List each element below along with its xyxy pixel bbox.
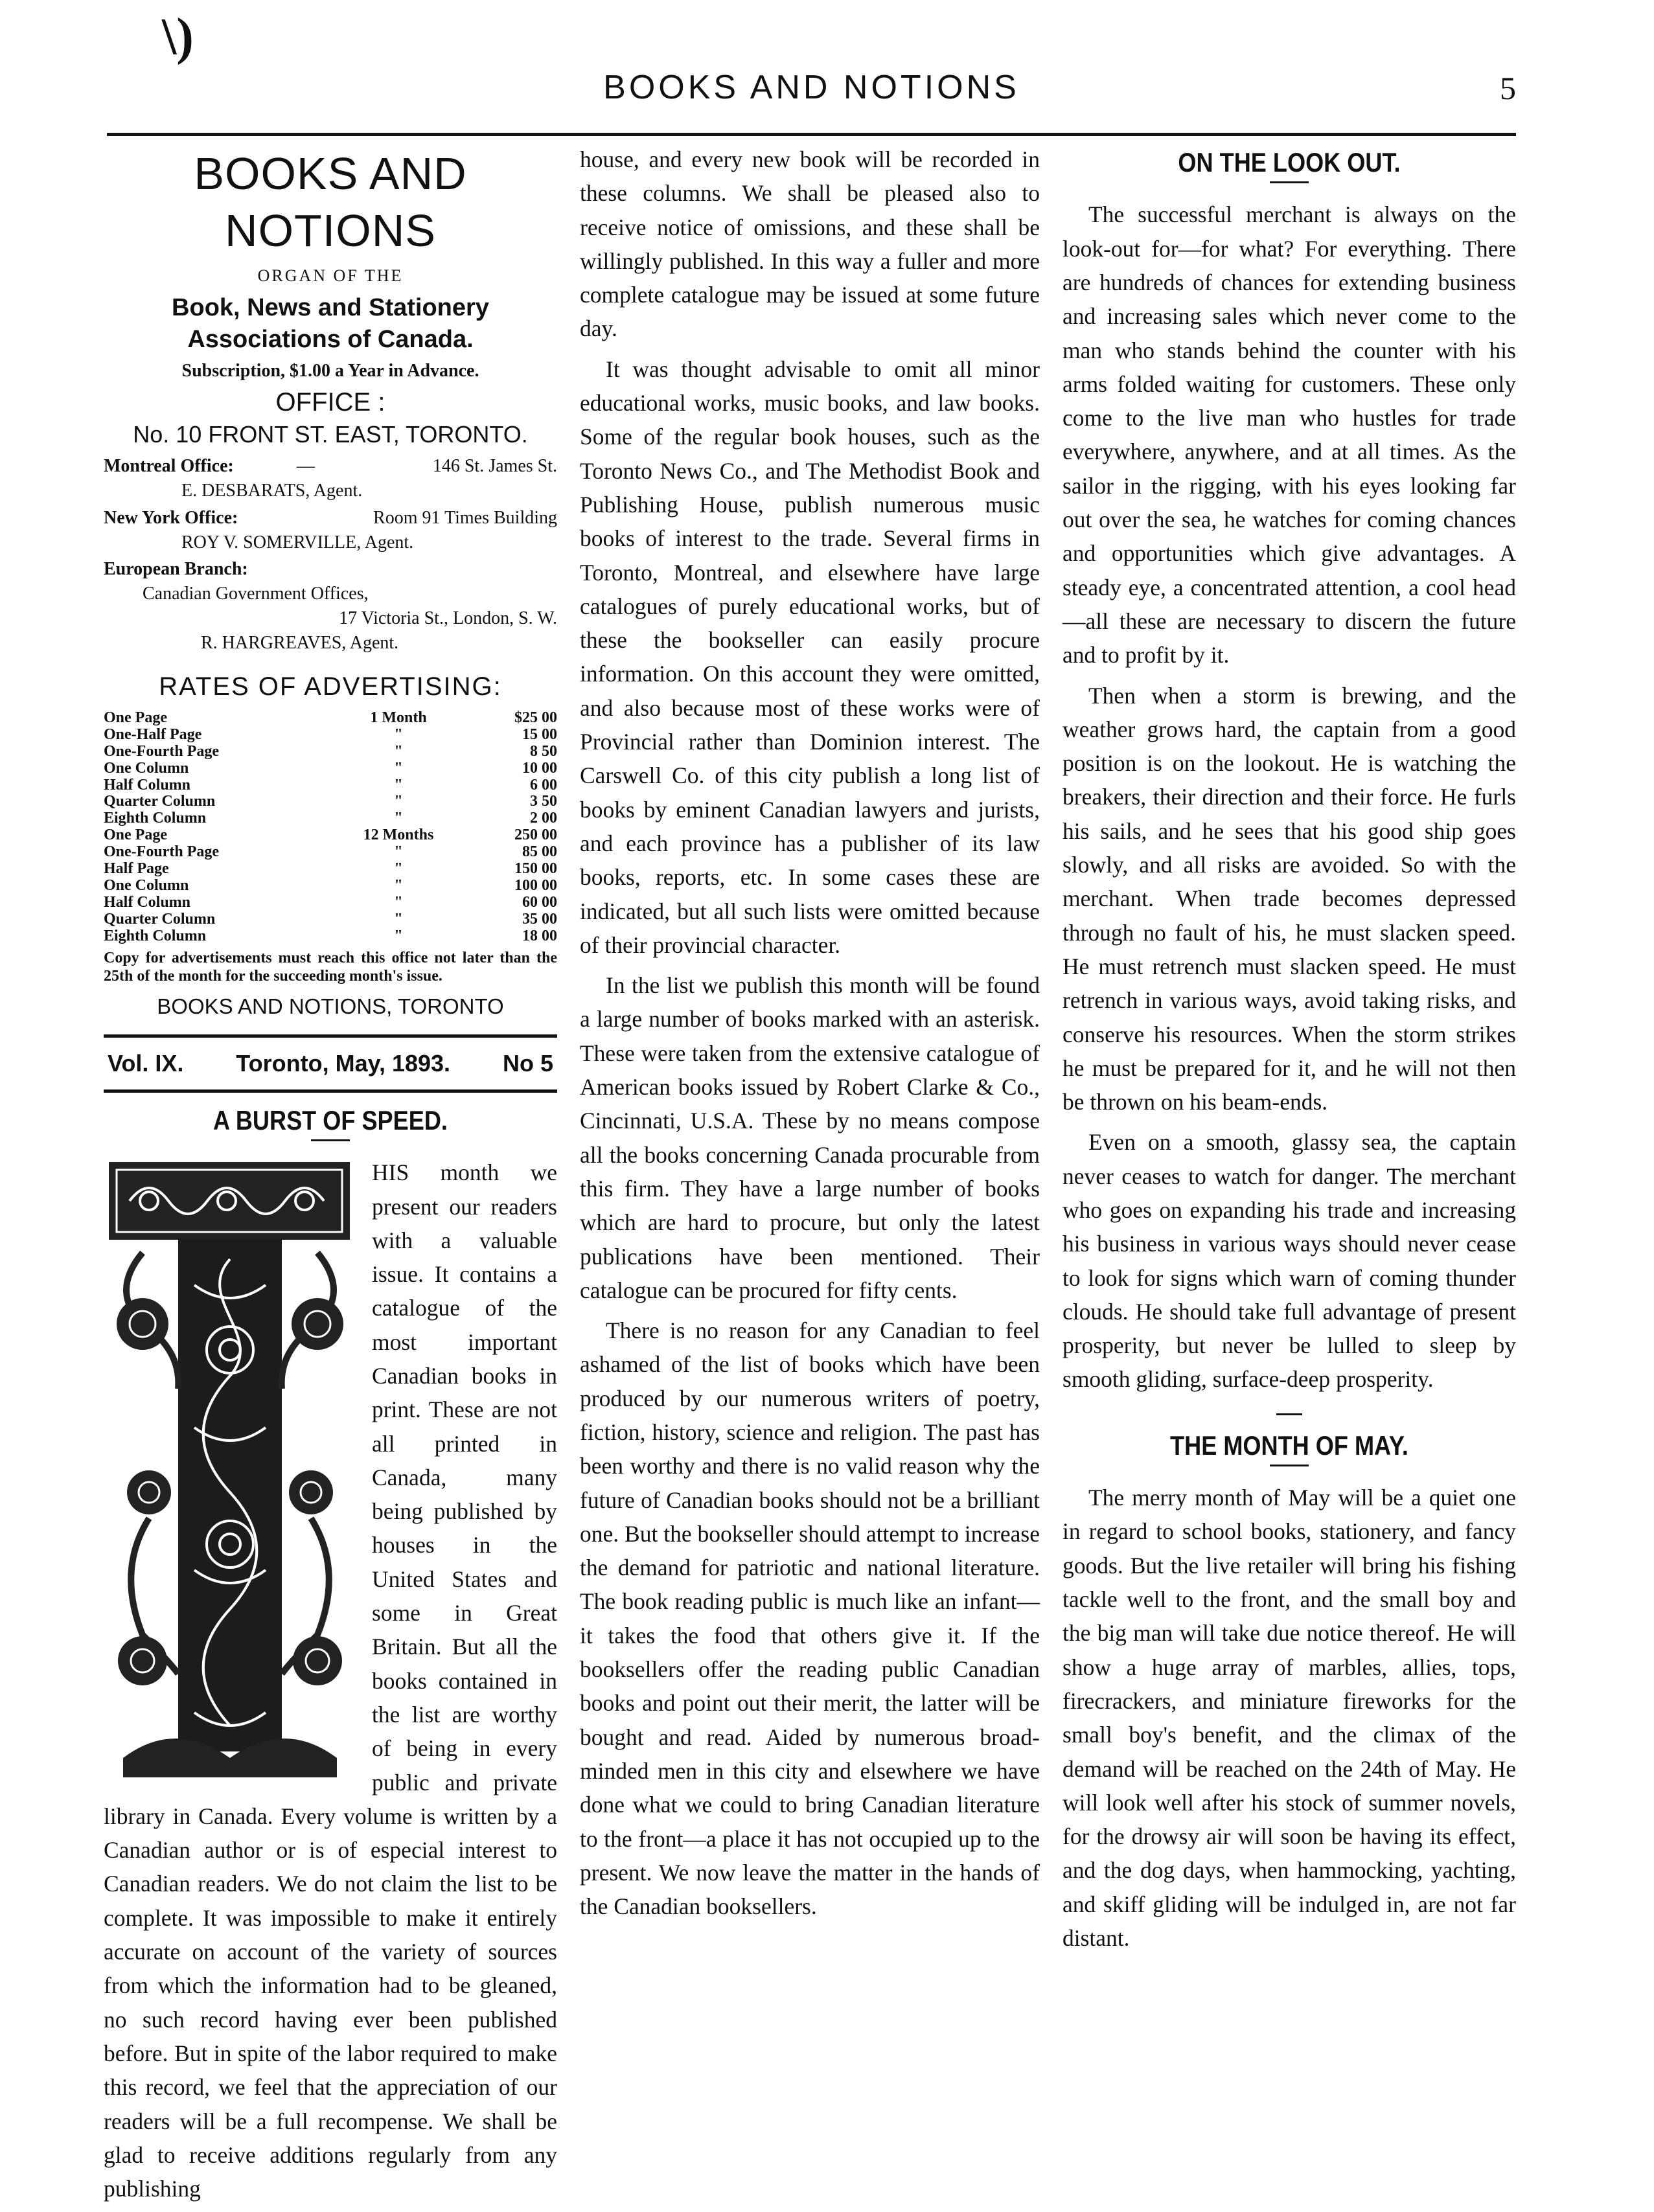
copy-note: Copy for advertisements must reach this office not later than the 25th of the month for the succeeding month's issue. (104, 949, 557, 985)
rate-row (104, 827, 557, 844)
rate-label: Quarter Column (104, 793, 216, 810)
office-label: OFFICE : (275, 388, 385, 417)
masthead (104, 146, 557, 449)
rate-amount: 60 00 (522, 893, 557, 911)
rate-period: " (394, 893, 403, 911)
rate-amount: 35 00 (522, 910, 557, 928)
rate-label: One-Half Page (104, 725, 202, 743)
rate-period: " (394, 910, 403, 928)
rate-amount: 6 00 (530, 776, 557, 793)
rate-label: Half Column (104, 893, 191, 911)
rate-period: " (394, 927, 403, 944)
column-right (1062, 143, 1516, 1961)
european-label: European Branch: (104, 559, 248, 580)
burst-paragraph-3: In the list we publish this month will be found a large number of books marked with an asterisk. These were taken from the extensive catalogue of American books issued by Robert Clarke & Co., Cincinnati, U.S.A. These by no means compose all the books concerning Canada procurable from this firm. They have a large number of books which are hard to procure, but only the latest publications have been mentioned. Their catalogue can be procured for fifty cents. (580, 972, 1040, 1303)
rate-amount: 10 00 (522, 759, 557, 777)
rate-label: Half Page (104, 860, 169, 878)
column-left (104, 143, 557, 2212)
rate-label: Half Column (104, 776, 191, 793)
european-address: 17 Victoria St., London, S. W. (339, 608, 557, 629)
publisher-line: BOOKS AND NOTIONS, TORONTO (157, 994, 504, 1019)
heading-rule (1270, 1465, 1309, 1466)
european-offices: Canadian Government Offices, (143, 584, 369, 604)
rate-amount: $25 00 (514, 709, 557, 726)
rate-amount: 8 50 (530, 742, 557, 760)
montreal-agent: E. DESBARATS, Agent. (181, 481, 363, 501)
rate-label: One-Fourth Page (104, 843, 219, 861)
newyork-label: New York Office: (104, 507, 238, 528)
office-address: No. 10 FRONT ST. EAST, TORONTO. (133, 421, 528, 448)
rate-amount: 18 00 (522, 927, 557, 944)
rate-period: " (394, 776, 403, 793)
rate-row (104, 760, 557, 777)
rate-amount: 85 00 (522, 843, 557, 861)
page-number: 5 (1500, 70, 1516, 106)
rate-period: 1 Month (370, 709, 427, 726)
rate-row (104, 793, 557, 810)
lookout-paragraph-3: Even on a smooth, glassy sea, the captain never ceases to watch for danger. The merchant who goes on expanding his trade and increasing his business in various ways should never cease to look for signs which warn of coming thunder clouds. He should take full advantage of present prosperity, but never be lulled to sleep by smooth gliding, surface-deep prosperity. (1062, 1129, 1516, 1393)
rates-title: RATES OF ADVERTISING: (159, 672, 502, 701)
masthead-organ: ORGAN OF THE (257, 266, 404, 285)
may-paragraph-1: The merry month of May will be a quiet one in regard to school books, stationery, and fancy goods. But the live retailer will bring his fishing tackle well to the front, and the small boy and the big man will take due notice thereof. He will show a huge array of marbles, allies, tops, firecrackers, and miniature fireworks for the small boy's benefit, and the climax of the demand will be reached on the 24th of May. He will look well after his stock of summer novels, for the drowsy air will soon be having its effect, and the dog days, when hammocking, yachting, and skiff gliding will be indulged in, are not far distant. (1062, 1485, 1516, 1952)
rate-amount: 250 00 (514, 827, 557, 844)
running-head (107, 62, 1516, 136)
montreal-dash: — (296, 456, 315, 477)
rate-row (104, 878, 557, 895)
ornamental-initial-t (104, 1156, 356, 1784)
heading-month-of-may: THE MONTH OF MAY. (1170, 1430, 1408, 1461)
rate-amount: 3 50 (530, 793, 557, 810)
rates-table (104, 710, 557, 945)
issue-date: Toronto, May, 1893. (236, 1049, 451, 1077)
burst-paragraph-2: It was thought advisable to omit all minor educational works, music books, and law books. Some of the regular book houses, such as the Toronto News Co., and The Methodist Book and Publishing House, publish numerous music books of interest to the trade. Several firms in Toronto, Montreal, and elsewhere have large catalogues of purely educational works, but of these the bookseller can easily procure information. On this account they were omitted, and also because most of these works were of Provincial rather than Dominion interest. The Carswell Co. of this city publish a long list of books by eminent Canadian lawyers and jurists, and each province has a publisher of its law books, reports, etc. In some cases these are indicated, but all such lists were omitted because of their provincial character. (580, 356, 1040, 958)
section-divider (1276, 1413, 1302, 1415)
newyork-agent: ROY V. SOMERVILLE, Agent. (181, 532, 414, 553)
rate-amount: 100 00 (514, 877, 557, 895)
rate-period: " (394, 742, 403, 760)
lookout-paragraph-2: Then when a storm is brewing, and the weather grows hard, the captain from a good position is on the lookout. He is watching the breakers, their direction and their force. He furls his sails, and he sees that his good ship goes slowly, and all risks are avoided. So with the merchant. When trade becomes depressed through no fault of his, he must slacken speed. He must retrench must slacken speed. He must retrench in various ways, avoid taking risks, and conserve his resources. When the storm strikes he must be prepared for it, and he will not then be thrown on his beam-ends. (1062, 682, 1516, 1115)
montreal-branch (104, 454, 557, 503)
rate-row (104, 727, 557, 744)
rate-period: " (394, 793, 403, 810)
rate-period: " (394, 860, 403, 878)
rate-label: One Column (104, 877, 189, 895)
rate-row (104, 777, 557, 794)
rate-label: Eighth Column (104, 927, 207, 944)
issue-number: No 5 (502, 1049, 553, 1077)
running-head-title: BOOKS AND NOTIONS (603, 69, 1020, 106)
rate-label: One Column (104, 759, 189, 777)
heading-rule (1270, 181, 1309, 183)
rate-label: One Page (104, 709, 167, 726)
column-middle (580, 143, 1040, 1930)
rate-period: " (394, 810, 403, 827)
newyork-branch (104, 506, 557, 555)
masthead-title: BOOKS AND NOTIONS (194, 148, 467, 256)
rate-row (104, 844, 557, 861)
rate-amount: 15 00 (522, 725, 557, 743)
heading-burst-of-speed: A BURST OF SPEED. (213, 1104, 448, 1135)
corner-mark: \) (162, 8, 194, 65)
rate-period: " (394, 725, 403, 743)
issue-volume: Vol. IX. (108, 1049, 184, 1077)
rate-period: 12 Months (363, 827, 434, 844)
burst-paragraph-4: There is no reason for any Canadian to feel ashamed of the list of books which have been produced by our numerous writers of poetry, fiction, history, science and religion. The past has been worthy and there is no valid reason why the future of Canadian books should not be a brilliant one. But the bookseller should attempt to increase the demand for patriotic and national literature. The book reading public is much like an infant—it takes the food that others give it. If the booksellers offer the reading public Canadian books and point out their merit, the latter will be bought and read. Aided by numerous broad-minded men in this city and elsewhere we have done what we could to bring Canadian literature to the front—a place it has not occupied up to the present. We now leave the matter in the hands of the Canadian booksellers. (580, 1317, 1040, 1920)
rate-label: One Page (104, 827, 167, 844)
heading-look-out: ON THE LOOK OUT. (1178, 147, 1401, 177)
rate-row (104, 744, 557, 760)
rate-row (104, 810, 557, 827)
rate-period: " (394, 877, 403, 895)
rate-amount: 2 00 (530, 810, 557, 827)
subscription-line: Subscription, $1.00 a Year in Advance. (181, 361, 479, 382)
rate-label: One-Fourth Page (104, 742, 219, 760)
montreal-address: 146 St. James St. (432, 456, 557, 477)
european-branch (104, 557, 557, 655)
lookout-paragraph-1: The successful merchant is always on the look-out for—for what? For everything. There are hundreds of chances for extending business and increasing sales which never come to the man who stands behind the counter with his arms folded waiting for customers. These only come to the live man who hustles for trade everywhere, anywhere, and at all times. As the sailor in the rigging, with his eyes looking far out over the sea, he watches for coming chances and opportunities which give advantages. A steady eye, a concentrated attention, a cool head—all these are necessary to discern the future and to profit by it. (1062, 201, 1516, 668)
rate-amount: 150 00 (514, 860, 557, 878)
masthead-association: Book, News and Stationery Associations of Canada. (172, 293, 489, 353)
rate-period: " (394, 759, 403, 777)
heading-rule (311, 1139, 350, 1141)
burst-paragraph-1-continued: house, and every new book will be recorded in these columns. We shall be pleased also to receive notice of omissions, and these shall be willingly published. In this way a fuller and more complete catalogue may be issued at some future day. (580, 146, 1040, 342)
rate-label: Eighth Column (104, 810, 207, 827)
rate-row (104, 861, 557, 878)
burst-paragraph-1: HIS month we present our readers with a valuable issue. It contains a catalogue of the most important Canadian books in print. These are not all printed in Canada, many being published by houses in the United States and some in Great Britain. But all the books contained in the list are worthy of being in every public and private library in Canada. Every volume is written by a Canadian author or is of especial interest to Canadian readers. We do not claim the list to be complete. It was impossible to make it entirely accurate on account of the variety of sources from which the information had to be gleaned, no such record having ever been published before. But in spite of the labor required to make this record, we feel that the appreciation of our readers will be a full recompense. We shall be glad to receive additions regularly from any publishing (104, 1159, 557, 2202)
rate-period: " (394, 843, 403, 861)
montreal-label: Montreal Office: (104, 456, 234, 477)
rate-label: Quarter Column (104, 910, 216, 928)
newyork-address: Room 91 Times Building (373, 507, 557, 528)
rate-row (104, 911, 557, 928)
european-agent: R. HARGREAVES, Agent. (201, 632, 399, 653)
rate-row (104, 928, 557, 945)
rate-row (104, 710, 557, 727)
issue-line (104, 1034, 557, 1093)
rate-row (104, 895, 557, 911)
